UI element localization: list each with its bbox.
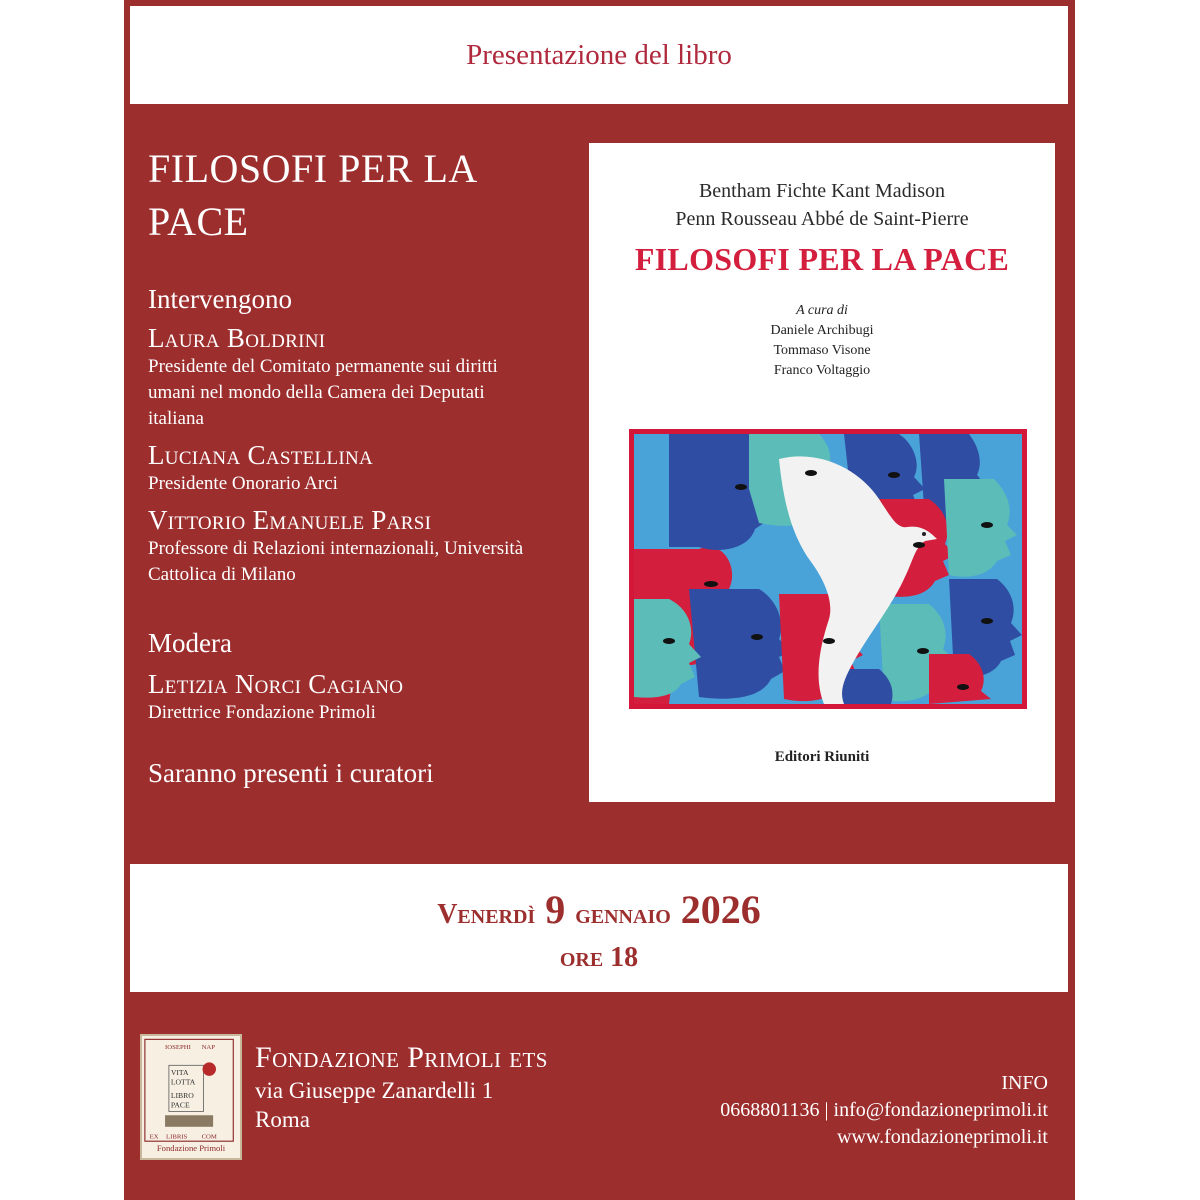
- venue-name: Fondazione Primoli ets: [255, 1041, 548, 1074]
- speaker-role: [148, 354, 588, 432]
- info-email[interactable]: info@fondazioneprimoli.it: [833, 1099, 1048, 1121]
- moderator-name: Letizia Norci Cagiano: [148, 669, 404, 699]
- cover-editor: Tommaso Visone: [773, 343, 871, 358]
- cover-authors-line: Bentham Fichte Kant Madison: [698, 180, 946, 202]
- event-title: [148, 142, 588, 248]
- logo-text: LIBRO: [170, 1090, 194, 1100]
- closing-note: Saranno presenti i curatori: [148, 758, 434, 788]
- venue-address: via Giuseppe Zanardelli 1: [255, 1078, 494, 1103]
- event-day-number: 9: [545, 887, 566, 932]
- speaker-role: [148, 471, 588, 497]
- moderator-role: Direttrice Fondazione Primoli: [148, 702, 376, 723]
- speaker-name: Vittorio Emanuele Parsi: [148, 505, 432, 535]
- speaker-role: [148, 536, 588, 588]
- cover-authors-line: Penn Rousseau Abbé de Saint-Pierre: [675, 208, 969, 230]
- logo-text: NAP: [201, 1043, 216, 1051]
- logo-caption: Fondazione Primoli: [156, 1142, 226, 1153]
- logo-text: LOTTA: [170, 1077, 196, 1087]
- speaker-role-line: umani nel mondo della Camera dei Deputati: [148, 382, 485, 403]
- speaker-role-line: Presidente Onorario Arci: [148, 473, 338, 494]
- foundation-logo: [140, 1034, 242, 1160]
- cover-title: FILOSOFI PER LA PACE: [634, 241, 1010, 277]
- poster: [124, 0, 1075, 1200]
- logo-text: IOSEPHI: [165, 1043, 191, 1051]
- header-label: Presentazione del libro: [466, 38, 732, 71]
- info-contacts: [720, 1097, 1048, 1124]
- info-website[interactable]: www.fondazioneprimoli.it: [837, 1126, 1048, 1148]
- cover-editor: Daniele Archibugi: [770, 323, 874, 338]
- event-date: [130, 886, 1068, 933]
- info-separator: |: [824, 1099, 829, 1121]
- venue-block: [255, 1040, 548, 1134]
- info-label: INFO: [1001, 1072, 1048, 1094]
- cover-authors: [589, 177, 1055, 233]
- cover-publisher: Editori Riuniti: [774, 749, 870, 765]
- cover-editor: Franco Voltaggio: [773, 363, 871, 378]
- speaker-role-line: italiana: [148, 408, 204, 429]
- date-banner: [130, 864, 1068, 992]
- cover-editors: [589, 301, 1055, 381]
- speaker-name: Luciana Castellina: [148, 440, 374, 470]
- event-title-line2: PACE: [148, 199, 249, 244]
- cover-artwork: [629, 429, 1027, 709]
- cover-curated-by: A cura di: [796, 303, 848, 318]
- info-phone[interactable]: 0668801136: [720, 1099, 820, 1121]
- ex-libris-emblem-icon: [142, 1036, 240, 1158]
- logo-text: PACE: [170, 1100, 190, 1110]
- info-block: [720, 1070, 1048, 1151]
- event-details: [148, 142, 588, 789]
- logo-text: VITA: [170, 1067, 189, 1077]
- venue-city: Roma: [255, 1107, 310, 1132]
- event-title-line1: FILOSOFI PER LA: [148, 146, 478, 191]
- moderator-label: Modera: [148, 628, 232, 658]
- speakers-label: Intervengono: [148, 284, 292, 314]
- speaker-role-line: Presidente del Comitato permanente sui diritti: [148, 356, 498, 377]
- event-time: ore 18: [559, 942, 639, 973]
- speaker-role-line: Cattolica di Milano: [148, 564, 296, 585]
- logo-text: EX: [149, 1133, 159, 1141]
- logo-text: LIBRIS: [166, 1133, 188, 1141]
- book-cover: [589, 143, 1055, 802]
- logo-text: COM: [201, 1133, 217, 1141]
- header-banner: [130, 6, 1068, 104]
- event-year: 2026: [680, 887, 761, 932]
- event-month: gennaio: [575, 899, 671, 930]
- speaker-role-line: Professore di Relazioni internazionali, Università: [148, 538, 524, 559]
- speaker-name: Laura Boldrini: [148, 323, 326, 353]
- event-day-label: Venerdì: [437, 899, 536, 930]
